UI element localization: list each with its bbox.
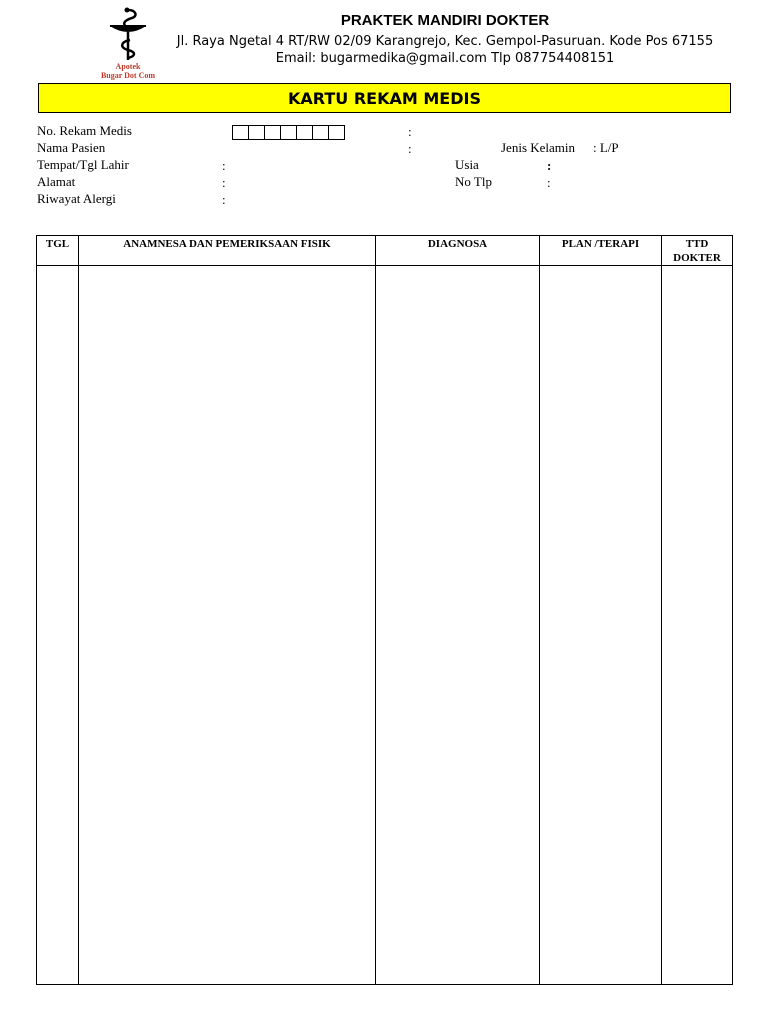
clinic-name: PRAKTEK MANDIRI DOKTER [340,12,550,29]
tempat-tgl-lahir-colon: : [222,158,226,173]
cell-diagnosa[interactable] [376,266,540,985]
apotek-logo [88,4,168,80]
usia-colon: : [547,158,552,173]
no-tlp-label: No Tlp [455,174,492,189]
jenis-kelamin-value: : L/P [593,140,619,155]
header-ttd-dokter: TTD DOKTER [662,236,733,266]
form-title: KARTU REKAM MEDIS [38,83,731,113]
medical-records-table [36,235,733,985]
table-header-row [37,236,733,266]
usia-label: Usia [455,157,479,172]
pharmacy-bowl-snake-icon [106,4,150,62]
header-tgl: TGL [37,236,79,266]
alamat-colon: : [222,175,226,190]
clinic-address: Jl. Raya Ngetal 4 RT/RW 02/09 Karangrejo, Kec. Gempol-Pasuruan. Kode Pos 67155 Email: bugarmedika@gmail.com Tlp 087754408151 [176,34,714,66]
rm-digit-box[interactable] [264,125,281,140]
riwayat-alergi-colon: : [222,192,226,207]
rm-digit-box[interactable] [232,125,249,140]
rm-digit-box[interactable] [328,125,345,140]
tempat-tgl-lahir-label: Tempat/Tgl Lahir [37,157,129,172]
header-anamnesa: ANAMNESA DAN PEMERIKSAAN FISIK [79,236,376,266]
jenis-kelamin-label: Jenis Kelamin [501,140,576,155]
cell-ttd-dokter[interactable] [662,266,733,985]
riwayat-alergi-label: Riwayat Alergi [37,191,116,206]
cell-tgl[interactable] [37,266,79,985]
rm-digit-box[interactable] [248,125,265,140]
rm-digit-box[interactable] [296,125,313,140]
rm-digit-box[interactable] [280,125,297,140]
header-plan-terapi: PLAN /TERAPI [540,236,662,266]
alamat-label: Alamat [37,174,76,189]
no-rekam-medis-label: No. Rekam Medis [37,123,132,138]
header-diagnosa: DIAGNOSA [376,236,540,266]
table-row [37,266,733,985]
cell-anamnesa[interactable] [79,266,376,985]
rm-digit-box[interactable] [312,125,329,140]
logo-line-2: Bugar Dot Com [100,71,156,80]
no-tlp-colon: : [547,175,551,190]
no-rekam-medis-boxes[interactable] [232,125,344,140]
cell-plan-terapi[interactable] [540,266,662,985]
logo-line-1: Apotek [115,62,141,71]
nama-pasien-colon: : [408,141,412,156]
no-rekam-medis-colon: : [408,124,412,139]
nama-pasien-label: Nama Pasien [37,140,106,155]
